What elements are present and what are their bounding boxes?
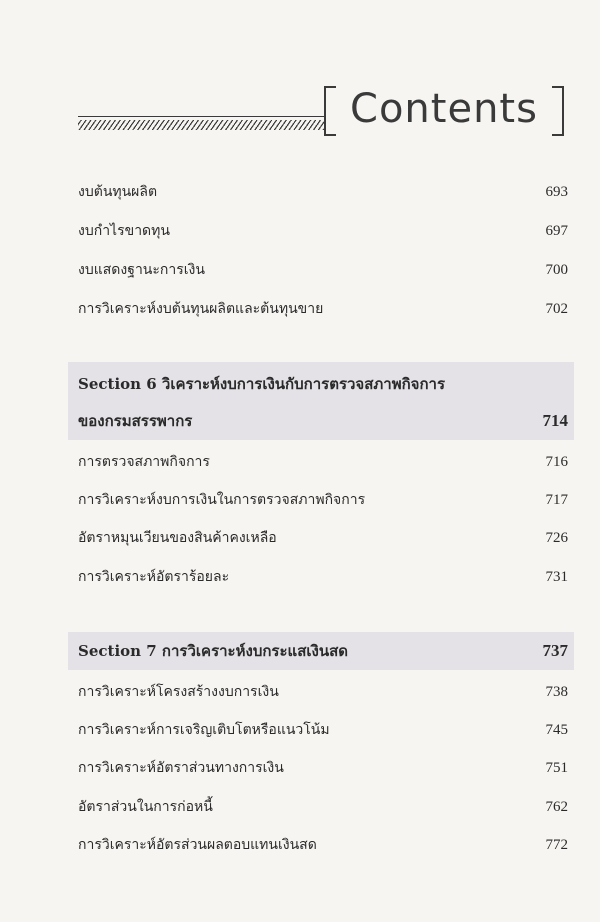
toc-entry-page: 702 — [545, 300, 568, 317]
toc-entry-page: 717 — [545, 491, 568, 508]
toc-entry — [78, 563, 568, 591]
toc-entry-title: การวิเคราะห์การเจริญเติบโตหรือแนวโน้ม — [78, 722, 330, 738]
toc-entry — [78, 448, 568, 476]
page-title: Contents — [350, 86, 538, 132]
toc-entry — [78, 678, 568, 706]
toc-entry-title: การวิเคราะห์อัตราร้อยละ — [78, 569, 230, 585]
header-hatch-decoration — [78, 120, 324, 130]
toc-entry-title: การวิเคราะห์งบต้นทุนผลิตและต้นทุนขาย — [78, 301, 324, 317]
toc-entry-title: การวิเคราะห์อัตราส่วนทางการเงิน — [78, 760, 284, 776]
toc-entry-title: การวิเคราะห์อัตรส่วนผลตอบแทนเงินสด — [78, 837, 317, 853]
toc-entry — [78, 217, 568, 245]
section-6-heading-line2 — [78, 406, 568, 436]
toc-entry — [78, 716, 568, 744]
toc-entry — [78, 178, 568, 206]
toc-entry-page: 731 — [545, 568, 568, 585]
toc-entry — [78, 256, 568, 284]
toc-entry-page: 693 — [545, 183, 568, 200]
toc-entry-page: 738 — [545, 683, 568, 700]
toc-entry — [78, 831, 568, 859]
section-6-heading — [78, 369, 568, 399]
toc-entry-title: งบกำไรขาดทุน — [78, 223, 170, 239]
toc-entry — [78, 754, 568, 782]
section-7-page: 737 — [542, 641, 568, 660]
section-7-title: Section 7 การวิเคราะห์งบกระแสเงินสด — [78, 642, 348, 660]
toc-entry-page: 697 — [545, 222, 568, 239]
toc-entry-title: การวิเคราะห์โครงสร้างงบการเงิน — [78, 684, 279, 700]
section-6-title-line2: ของกรมสรรพากร — [78, 412, 193, 430]
toc-entry-title: อัตราหมุนเวียนของสินค้าคงเหลือ — [78, 530, 277, 546]
toc-entry — [78, 524, 568, 552]
toc-entry-page: 700 — [545, 261, 568, 278]
toc-entry — [78, 486, 568, 514]
toc-entry-page: 762 — [545, 798, 568, 815]
toc-entry — [78, 793, 568, 821]
section-7-heading — [78, 636, 568, 666]
right-bracket — [552, 86, 564, 136]
toc-entry-title: งบแสดงฐานะการเงิน — [78, 262, 205, 278]
toc-entry-title: งบต้นทุนผลิต — [78, 184, 158, 200]
toc-entry-page: 726 — [545, 529, 568, 546]
contents-header — [0, 0, 600, 150]
toc-entry-page: 745 — [545, 721, 568, 738]
toc-entry-page: 751 — [545, 759, 568, 776]
toc-entry-title: การวิเคราะห์งบการเงินในการตรวจสภาพกิจการ — [78, 492, 366, 508]
section-6-page: 714 — [542, 411, 568, 430]
toc-entry-page: 716 — [545, 453, 568, 470]
section-6-title-line1: Section 6 วิเคราะห์งบการเงินกับการตรวจสภาพกิจการ — [78, 375, 446, 393]
toc-entry-title: การตรวจสภาพกิจการ — [78, 454, 210, 470]
toc-entry-page: 772 — [545, 836, 568, 853]
toc-entry — [78, 295, 568, 323]
header-rule — [78, 116, 324, 117]
toc-entry-title: อัตราส่วนในการก่อหนี้ — [78, 799, 213, 815]
